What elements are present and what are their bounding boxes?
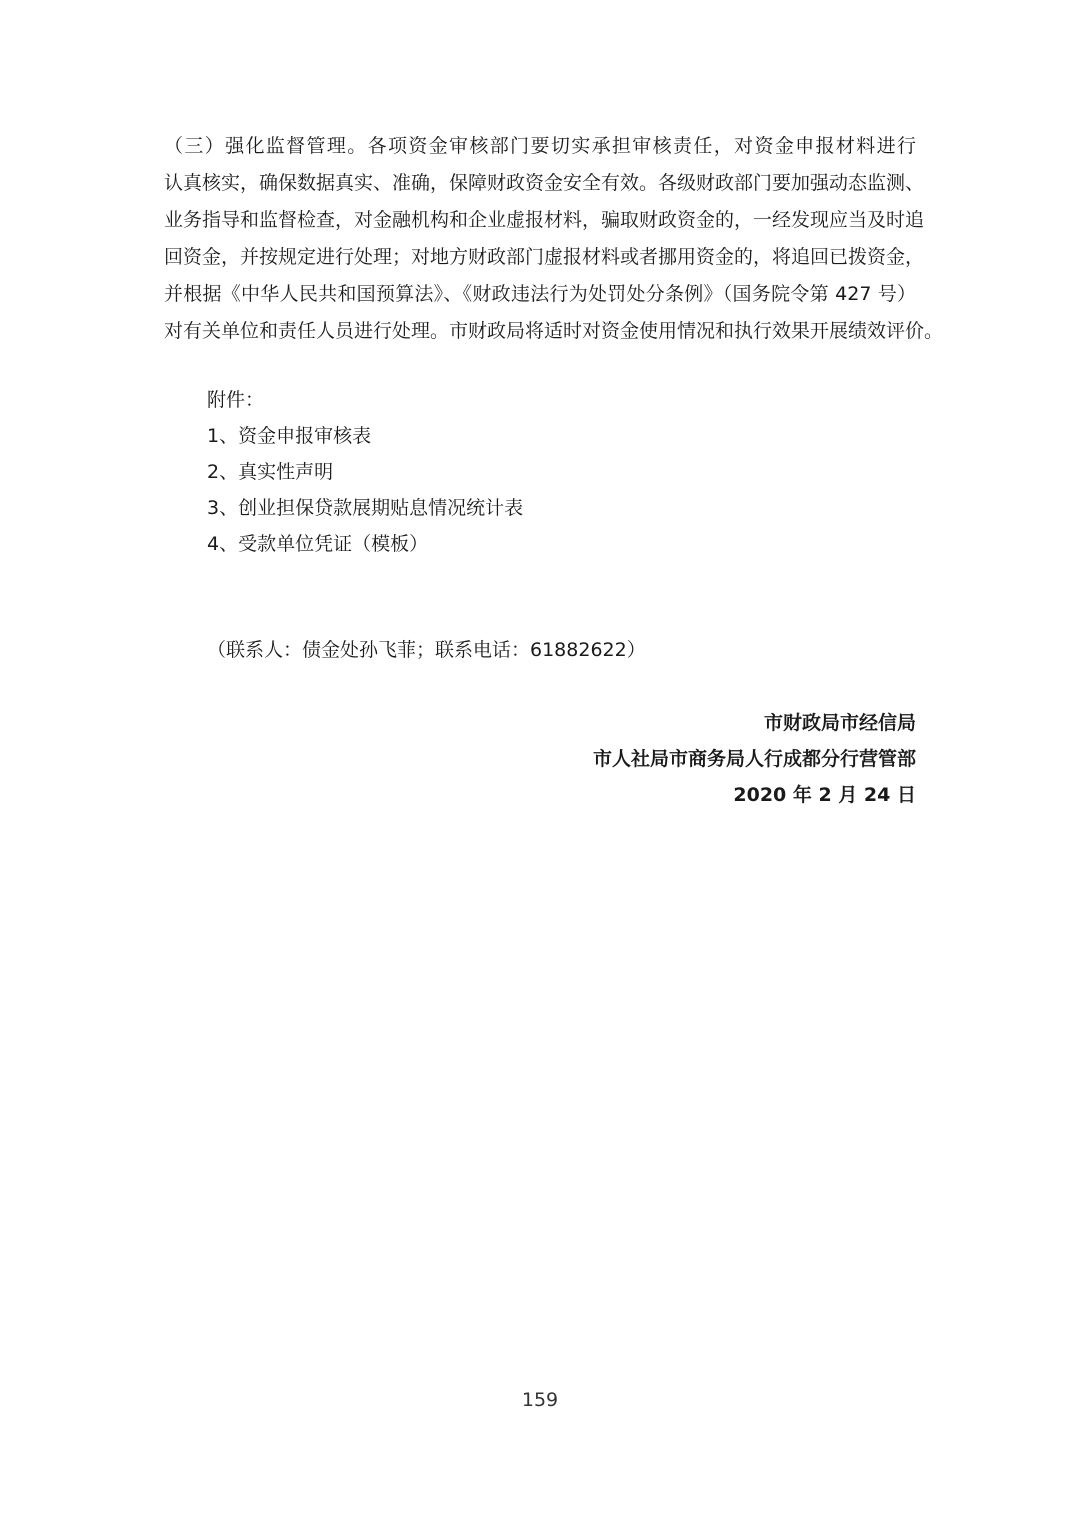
issuer-line-1: 市财政局市经信局 (763, 712, 916, 734)
issuer-line-2: 市人社局市商务局人行成都分行营管部 (592, 748, 916, 770)
attachment-item: 3、创业担保贷款展期贴息情况统计表 (207, 497, 524, 519)
issue-date: 2020 年 2 月 24 日 (733, 784, 916, 806)
paragraph-line: 认真核实，确保数据真实、准确，保障财政资金安全有效。各级财政部门要加强动态监测、 (164, 172, 925, 194)
paragraph-line: 回资金，并按规定进行处理；对地方财政部门虚报材料或者挪用资金的，将追回已拨资金， (164, 246, 925, 268)
signature-block (593, 705, 916, 813)
attachments-list (207, 382, 523, 562)
paragraph-line: 业务指导和监督检查，对金融机构和企业虚报材料，骗取财政资金的，一经发现应当及时追 (164, 209, 925, 231)
attachments-heading: 附件： (207, 389, 265, 411)
body-paragraph (164, 128, 944, 350)
paragraph-line: 对有关单位和责任人员进行处理。市财政局将适时对资金使用情况和执行效果开展绩效评价。 (164, 320, 944, 342)
paragraph-line: （三）强化监督管理。各项资金审核部门要切实承担审核责任，对资金申报材料进行 (164, 135, 916, 157)
attachment-item: 1、资金申报审核表 (207, 425, 372, 447)
attachment-item: 4、受款单位凭证（模板） (207, 533, 429, 555)
paragraph-line: 并根据《中华人民共和国预算法》、《财政违法行为处罚处分条例》（国务院令第 427 号） (164, 283, 916, 305)
page-number: 159 (521, 1389, 559, 1411)
attachment-item: 2、真实性声明 (207, 461, 334, 483)
contact-info: （联系人：债金处孙飞菲；联系电话：61882622） (207, 639, 646, 661)
